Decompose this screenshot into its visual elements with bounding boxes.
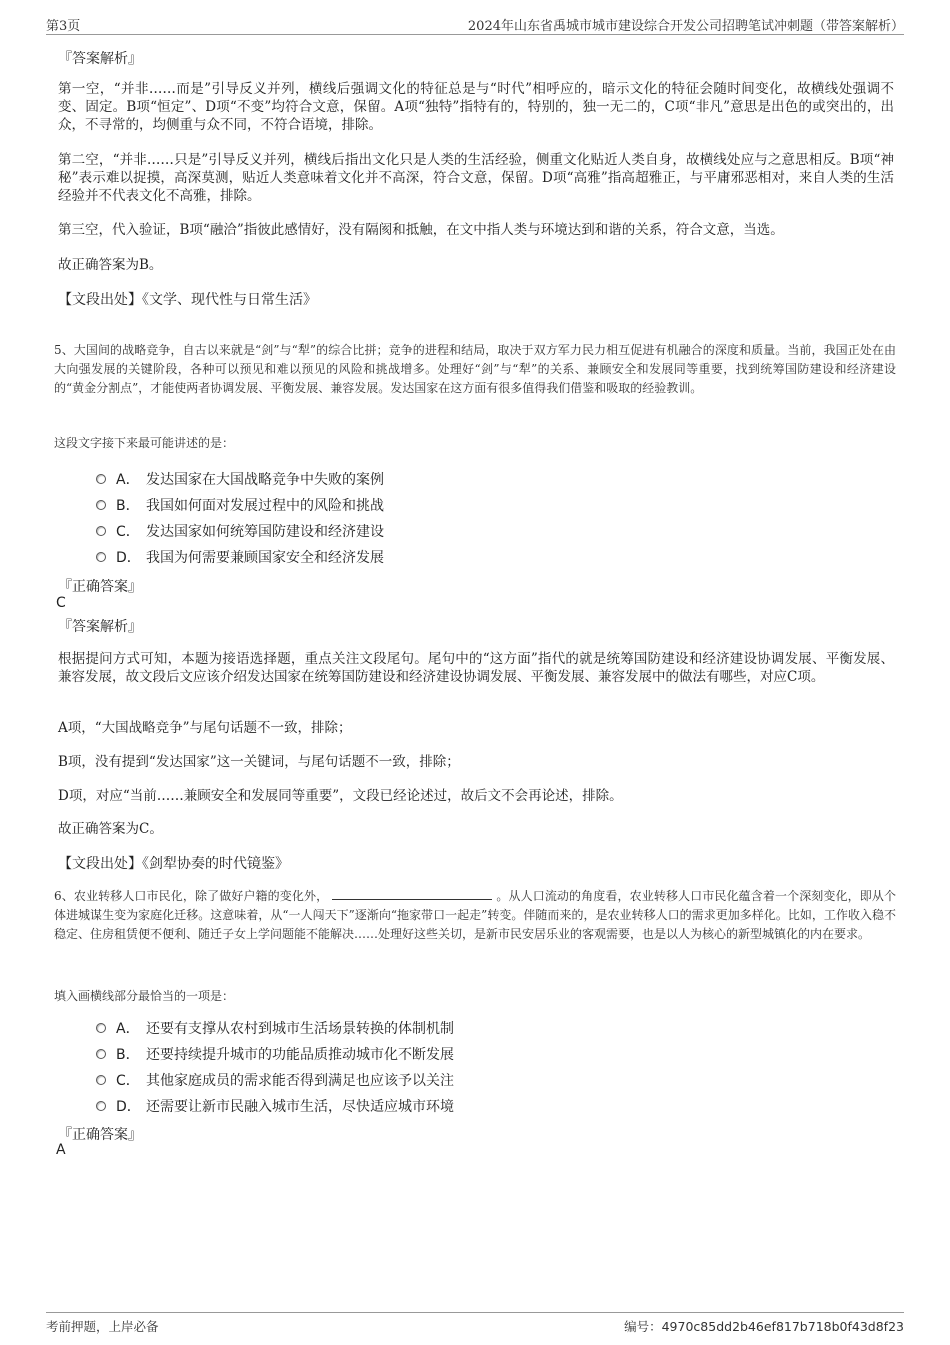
q4-analysis-label: 『答案解析』 (58, 51, 142, 67)
option-letter: D． (116, 1099, 141, 1115)
option-text: 还需要让新市民融入城市生活，尽快适应城市环境 (146, 1099, 454, 1115)
q6-correct-value: A (56, 1142, 66, 1158)
page-number: 第3页 (46, 19, 81, 34)
q6-question: 填入画横线部分最恰当的一项是： (54, 989, 235, 1003)
option-text: 还要有支撑从农村到城市生活场景转换的体制机制 (146, 1021, 454, 1037)
option-letter: C． (116, 524, 140, 540)
option-text: 发达国家在大国战略竞争中失败的案例 (146, 472, 384, 488)
q5-option-c[interactable] (96, 518, 856, 544)
radio-icon[interactable] (96, 500, 106, 510)
q5-answer-line: 故正确答案为C。 (58, 821, 163, 837)
q5-correct-value: C (56, 595, 66, 611)
q5-option-a[interactable] (96, 466, 856, 492)
serial-code: 4970c85dd2b46ef817b718b0f43d8f23 (661, 1319, 904, 1334)
radio-icon[interactable] (96, 1101, 106, 1111)
q6-stem (54, 887, 896, 944)
q5-analysis-para-2: A项，“大国战略竞争”与尾句话题不一致，排除； (58, 720, 352, 736)
q6-option-d[interactable] (96, 1093, 856, 1119)
option-letter: C． (116, 1073, 140, 1089)
option-letter: A． (116, 1021, 140, 1037)
option-letter: D． (116, 550, 141, 566)
q5-analysis-para-4: D项，对应“当前……兼顾安全和发展同等重要”，文段已经论述过，故后文不会再论述，排除。 (58, 788, 623, 804)
option-text: 我国如何面对发展过程中的风险和挑战 (146, 498, 384, 514)
q6-option-a[interactable] (96, 1015, 856, 1041)
radio-icon[interactable] (96, 1049, 106, 1059)
q5-question: 这段文字接下来最可能讲述的是： (54, 436, 235, 450)
q5-option-d[interactable] (96, 544, 856, 570)
option-letter: A． (116, 472, 140, 488)
option-text: 发达国家如何统筹国防建设和经济建设 (146, 524, 384, 540)
q4-analysis-para-1: 第一空，“并非……而是”引导反义并列，横线后强调文化的特征总是与“时代”相呼应的，暗示文化的特征会随时间变化，故横线处强调不变、固定。B项“恒定”、D项“不变”均符合文意，保留。A项“独特”指特有的，特别的，独一无二的，C项“非凡”意思是出色的或突出的，出众，不寻常的，均侧重与众不同，不符合语境，排除。 (58, 81, 894, 133)
q5-stem: 5、大国间的战略竞争，自古以来就是“剑”与“犁”的综合比拼；竞争的进程和结局，取决于双方军力民力相互促进有机融合的深度和质量。当前，我国正处在由大向强发展的关键阶段，各种可以预见和难以预见的风险和挑战增多。处理好“剑”与“犁”的关系、兼顾安全和发展同等重要，找到统筹国防建设和经济建设的“黄金分割点”，才能使两者协调发展、平衡发展、兼容发展。发达国家在这方面有很多值得我们借鉴和吸取的经验教训。 (54, 343, 896, 395)
option-letter: B． (116, 1047, 140, 1063)
q6-option-b[interactable] (96, 1041, 856, 1067)
serial-label: 编号： (624, 1319, 662, 1334)
q6-stem-before: 6、农业转移人口市民化，除了做好户籍的变化外， (54, 889, 329, 903)
option-letter: B． (116, 498, 140, 514)
q4-answer-line: 故正确答案为B。 (58, 257, 163, 273)
q5-source: 【文段出处】《剑犁协奏的时代镜鉴》 (58, 856, 289, 872)
option-text: 我国为何需要兼顾国家安全和经济发展 (146, 550, 384, 566)
q4-analysis-para-2: 第二空，“并非……只是”引导反义并列，横线后指出文化只是人类的生活经验，侧重文化贴近人类自身，故横线处应与之意思相反。B项“神秘”表示难以捉摸，高深莫测，贴近人类意味着文化并不高深，符合文意，保留。D项“高雅”指高超雅正，与平庸邪恶相对，来自人类的生活经验并不代表文化不高雅，排除。 (58, 152, 894, 204)
q6-options (96, 1015, 856, 1119)
footer-serial (624, 1317, 904, 1335)
option-text: 还要持续提升城市的功能品质推动城市化不断发展 (146, 1047, 454, 1063)
document-title: 2024年山东省禹城市城市建设综合开发公司招聘笔试冲刺题（带答案解析） (467, 19, 904, 34)
radio-icon[interactable] (96, 526, 106, 536)
radio-icon[interactable] (96, 552, 106, 562)
option-text: 其他家庭成员的需求能否得到满足也应该予以关注 (146, 1073, 454, 1089)
q5-options (96, 466, 856, 570)
page-header (46, 14, 904, 35)
q5-analysis-para-3: B项，没有提到“发达国家”这一关键词，与尾句话题不一致，排除； (58, 754, 460, 770)
q6-stem-after: 。从人口流动的角度看，农业转移人口市民化蕴含着一个深刻变化，即从个体进城谋生变为家庭化迁移。这意味着，从“一人闯天下”逐渐向“拖家带口一起走”转变。伴随而来的，是农业转移人口的需求更加多样化。比如，工作收入稳不稳定、住房租赁便不便利、随迁子女上学问题能不能解决……处理好这些关切，是新市民安居乐业的客观需要，也是以人为核心的新型城镇化的内在要求。 (54, 889, 896, 941)
fill-blank (332, 887, 492, 900)
q4-analysis-para-3: 第三空，代入验证，B项“融洽”指彼此感情好，没有隔阂和抵触，在文中指人类与环境达到和谐的关系，符合文意，当选。 (58, 222, 784, 238)
page-footer (46, 1312, 904, 1335)
q4-source: 【文段出处】《文学、现代性与日常生活》 (58, 292, 317, 308)
q5-correct-label: 『正确答案』 (58, 579, 142, 595)
q5-option-b[interactable] (96, 492, 856, 518)
radio-icon[interactable] (96, 1075, 106, 1085)
footer-slogan: 考前押题，上岸必备 (46, 1319, 159, 1334)
q6-correct-label: 『正确答案』 (58, 1127, 142, 1143)
q5-analysis-label: 『答案解析』 (58, 619, 142, 635)
q5-analysis-para-1: 根据提问方式可知，本题为接语选择题，重点关注文段尾句。尾句中的“这方面”指代的就是统筹国防建设和经济建设协调发展、平衡发展、兼容发展，故文段后文应该介绍发达国家在统筹国防建设和经济建设协调发展、平衡发展、兼容发展中的做法有哪些，对应C项。 (58, 651, 894, 685)
radio-icon[interactable] (96, 474, 106, 484)
q6-option-c[interactable] (96, 1067, 856, 1093)
radio-icon[interactable] (96, 1023, 106, 1033)
